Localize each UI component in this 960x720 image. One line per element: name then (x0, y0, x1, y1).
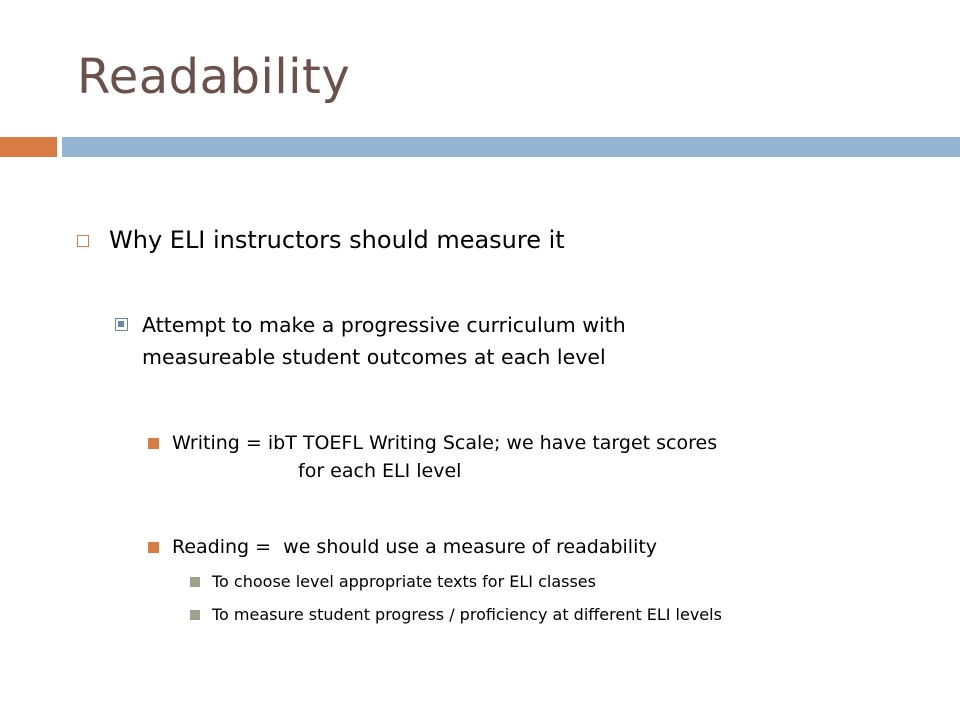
bullet-reading-sub2-text: To measure student progress / proficiency at different ELI levels (212, 605, 722, 624)
bullet-level1 (77, 222, 565, 258)
bullet-level1-text: Why ELI instructors should measure it (109, 226, 565, 254)
bullet-reading-sub1 (190, 571, 596, 593)
bullet-level2 (115, 309, 626, 373)
title-accent-bar-blue (62, 137, 960, 157)
solid-square-bullet-icon (148, 438, 159, 449)
bullet-writing-line2: for each ELI level (298, 460, 462, 482)
solid-square-bullet-icon (190, 610, 200, 620)
solid-square-bullet-icon (190, 577, 200, 587)
bullet-writing-line1: Writing = ibT TOEFL Writing Scale; we have target scores (172, 432, 718, 454)
hollow-square-bullet-icon (77, 235, 89, 247)
title-accent-bar-orange (0, 137, 57, 157)
bullet-level2-line1: Attempt to make a progressive curriculum with (142, 313, 626, 337)
bullet-reading-text: Reading = we should use a measure of readability (172, 536, 658, 558)
bullet-level2-text (142, 309, 626, 373)
bullet-writing-text (172, 429, 717, 485)
boxed-square-bullet-icon (115, 318, 128, 331)
slide-title: Readability (77, 49, 351, 105)
bullet-reading-sub1-text: To choose level appropriate texts for ELI classes (212, 572, 596, 591)
bullet-reading-sub2 (190, 604, 722, 626)
bullet-level2-line2: measureable student outcomes at each level (142, 345, 606, 369)
bullet-reading (148, 533, 657, 561)
solid-square-bullet-icon (148, 542, 159, 553)
bullet-writing (148, 429, 717, 485)
